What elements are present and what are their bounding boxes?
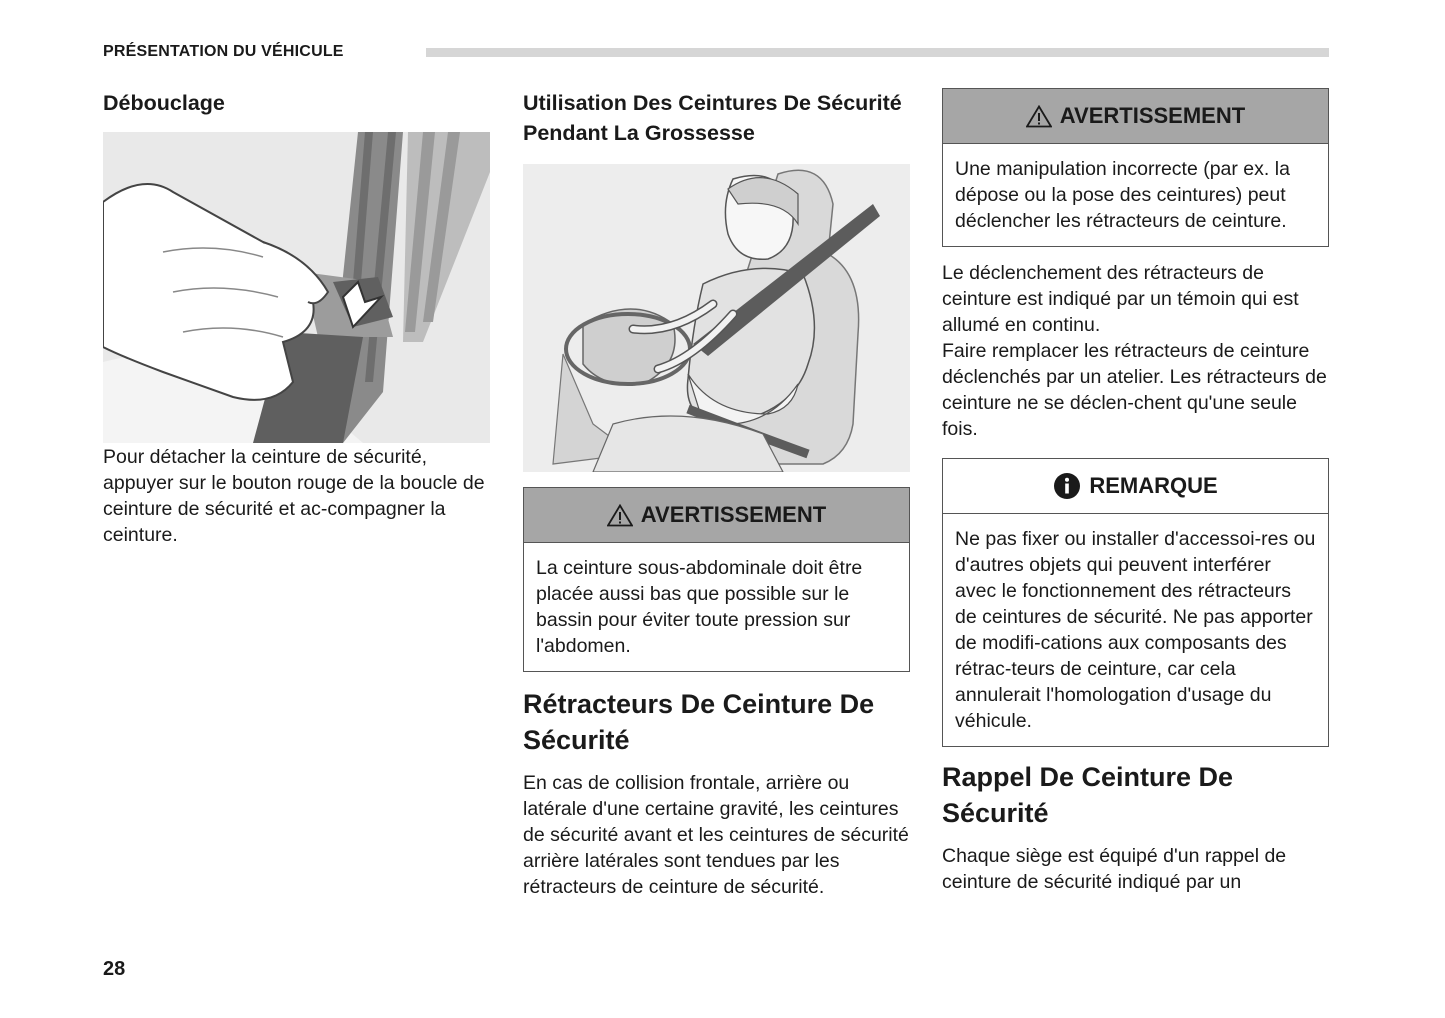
retractor-indicator-text: Le déclenchement des rétracteurs de ceinture est indiqué par un témoin qui est allumé en continu.: [942, 262, 1299, 336]
warning-triangle-icon: [1026, 105, 1052, 128]
section-header: PRÉSENTATION DU VÉHICULE: [103, 43, 344, 60]
warning-triangle-icon: [607, 504, 633, 527]
heading-pregnancy: Utilisation Des Ceintures De Sécurité Pendant La Grossesse: [523, 91, 902, 145]
warning-text: La ceinture sous-abdominale doit être placée aussi bas que possible sur le bassin pour éviter toute pression sur l'abdomen.: [536, 557, 863, 657]
warning-box-lap-belt: [523, 487, 910, 672]
header-rule: [426, 48, 1329, 57]
unbuckle-illustration: [103, 132, 490, 443]
belt-reminder-text: Chaque siège est équipé d'un rappel de ceinture de sécurité indiqué par un: [942, 845, 1287, 893]
column-2: [523, 88, 910, 900]
warning-title: AVERTISSEMENT: [640, 502, 827, 527]
retractor-replace-text: Faire remplacer les rétracteurs de ceinture déclenchés par un atelier. Les rétracteurs de ceinture ne se déclen-chent qu'une seule fois.: [942, 340, 1327, 440]
note-text: Ne pas fixer ou installer d'accessoi-res ou d'autres objets qui peuvent interférer avec le fonctionnement des rétracteurs de ceintures de sécurité. Ne pas apporter de modifi-cations aux composants des rétrac-teurs de ceinture, car cela annulerait l'homologation d'usage du véhicule.: [955, 528, 1316, 732]
warning-text: Une manipulation incorrecte (par ex. la dépose ou la pose des ceintures) peut déclencher les rétracteurs de ceinture.: [955, 158, 1290, 232]
warning-title: AVERTISSEMENT: [1059, 103, 1246, 128]
pregnancy-illustration: [523, 164, 910, 472]
warning-box-header: [943, 89, 1328, 144]
warning-box-retractors: [942, 88, 1329, 247]
warning-box-header: [524, 488, 909, 543]
note-box-header: [943, 459, 1328, 514]
note-box: [942, 458, 1329, 747]
unbuckle-text: Pour détacher la ceinture de sécurité, appuyer sur le bouton rouge de la boucle de ceinture de sécurité et ac-compagner la ceinture.: [103, 446, 485, 546]
heading-debouclage: Débouclage: [103, 91, 225, 115]
column-3: [942, 88, 1329, 895]
heading-retractors: Rétracteurs De Ceinture De Sécurité: [523, 689, 875, 755]
note-title: REMARQUE: [1089, 473, 1218, 498]
column-1: [103, 88, 490, 548]
page-number: 28: [103, 958, 126, 980]
retractors-text: En cas de collision frontale, arrière ou latérale d'une certaine gravité, les ceintures de sécurité avant et les ceintures de sécurité arrière latérales sont tendues par les rétracteurs de ceinture de sécurité.: [523, 772, 909, 898]
info-circle-icon: [1053, 472, 1081, 500]
heading-belt-reminder: Rappel De Ceinture De Sécurité: [942, 762, 1234, 828]
